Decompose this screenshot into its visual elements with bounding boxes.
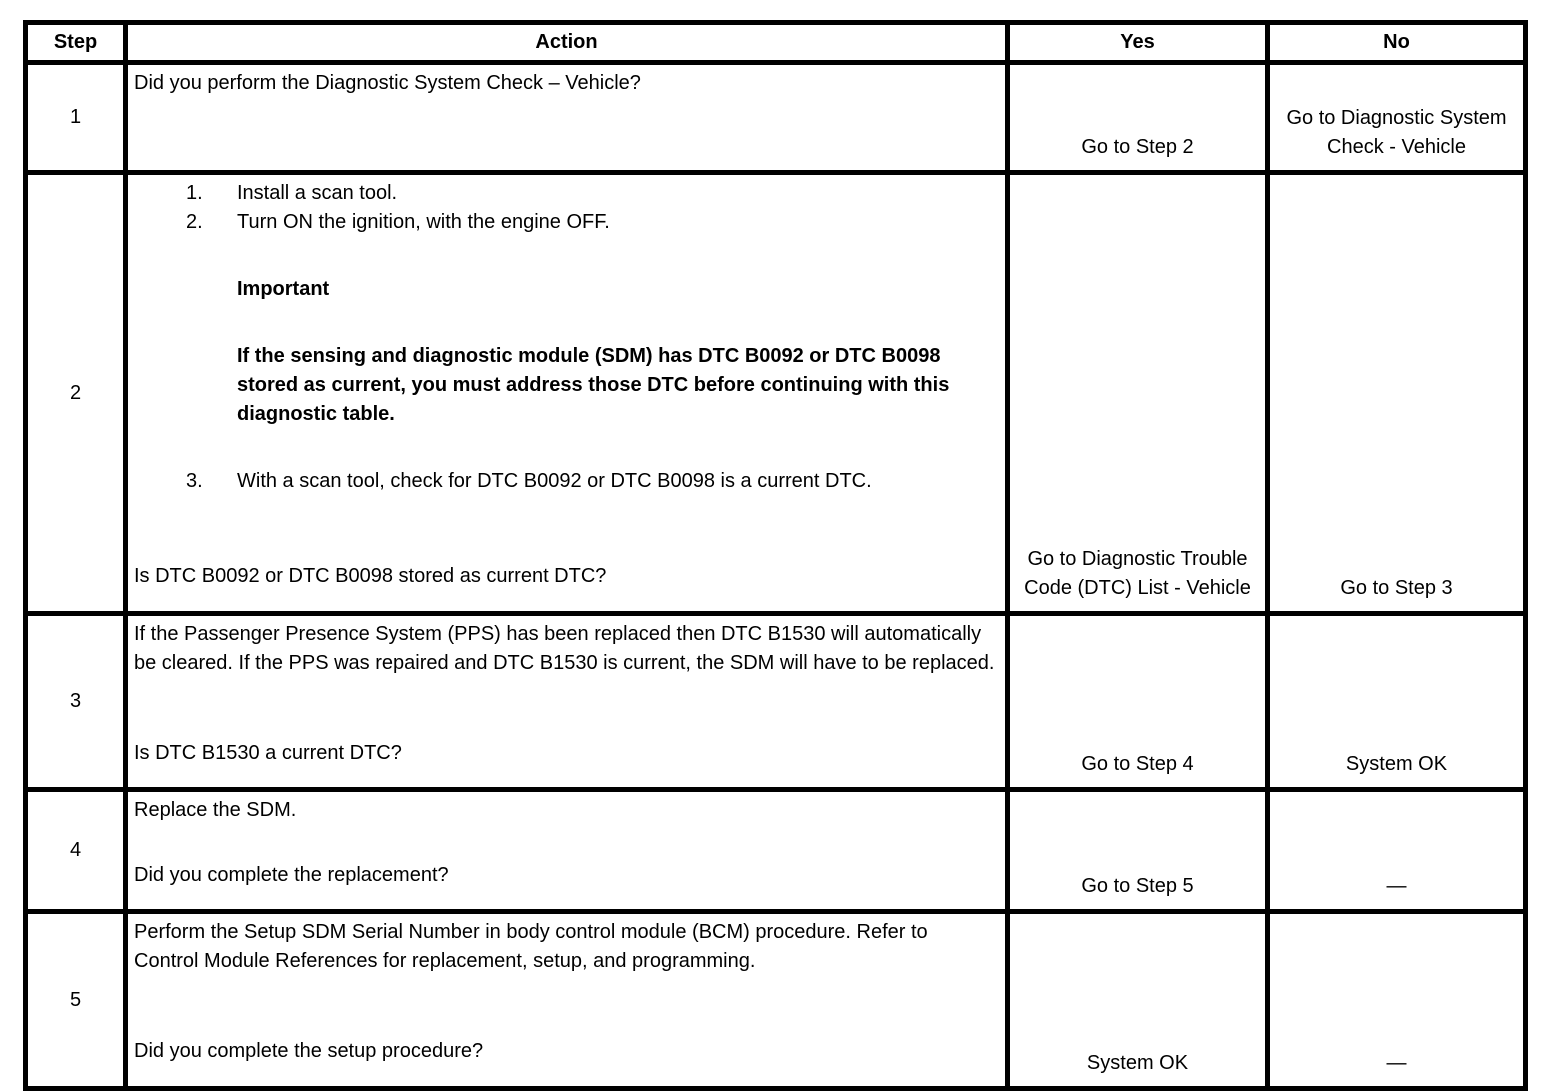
action-cell-step4 — [126, 790, 1008, 912]
action-text-step5: Perform the Setup SDM Serial Number in body control module (BCM) procedure. Refer to Control Module References for replacement, setup, and programming. — [134, 921, 928, 972]
yes-cell-step2: Go to Diagnostic Trouble Code (DTC) List - Vehicle — [1008, 173, 1268, 614]
header-yes: Yes — [1008, 23, 1268, 63]
step-number-1: 1 — [26, 63, 126, 173]
action-text-step3: If the Passenger Presence System (PPS) has been replaced then DTC B1530 will automatically be cleared. If the PPS was repaired and DTC B1530 is current, the SDM will have to be replaced. — [134, 623, 995, 674]
action-cell-step2 — [126, 173, 1008, 614]
action-cell-step1 — [126, 63, 1008, 173]
list-item-3 — [134, 467, 997, 496]
list-number: 1. — [186, 182, 203, 204]
list-number: 3. — [186, 470, 203, 492]
table-row-step5 — [26, 912, 1526, 1089]
action-cell-step5 — [126, 912, 1008, 1089]
list-item-2 — [134, 208, 997, 237]
step-number-4: 4 — [26, 790, 126, 912]
list-text: Install a scan tool. — [237, 182, 398, 204]
question-step5: Did you complete the setup procedure? — [134, 1040, 484, 1062]
no-cell-step4: — — [1268, 790, 1526, 912]
table-row-step2 — [26, 173, 1526, 614]
action-text-step4: Replace the SDM. — [134, 799, 297, 821]
step-number-2: 2 — [26, 173, 126, 614]
question-step2: Is DTC B0092 or DTC B0098 stored as current DTC? — [134, 565, 607, 587]
step-number-3: 3 — [26, 614, 126, 790]
important-text: If the sensing and diagnostic module (SDM) has DTC B0092 or DTC B0098 stored as current, you must address those DTC before continuing with this diagnostic table. — [237, 345, 950, 425]
important-heading: Important — [237, 278, 330, 300]
list-text: With a scan tool, check for DTC B0092 or DTC B0098 is a current DTC. — [237, 470, 872, 492]
no-cell-step1: Go to Diagnostic System Check - Vehicle — [1268, 63, 1526, 173]
no-cell-step5: — — [1268, 912, 1526, 1089]
diagnostic-table — [23, 20, 1528, 1091]
header-action: Action — [126, 23, 1008, 63]
question-step3: Is DTC B1530 a current DTC? — [134, 742, 402, 764]
yes-cell-step4: Go to Step 5 — [1008, 790, 1268, 912]
header-no: No — [1268, 23, 1526, 63]
action-body-step2 — [134, 179, 997, 496]
action-text-step1: Did you perform the Diagnostic System Check – Vehicle? — [134, 72, 641, 94]
no-cell-step3: System OK — [1268, 614, 1526, 790]
yes-cell-step1: Go to Step 2 — [1008, 63, 1268, 173]
list-item-1 — [134, 179, 997, 208]
header-step: Step — [26, 23, 126, 63]
yes-cell-step5: System OK — [1008, 912, 1268, 1089]
table-row-step4 — [26, 790, 1526, 912]
question-step4: Did you complete the replacement? — [134, 864, 449, 886]
table-row-step1 — [26, 63, 1526, 173]
header-row — [26, 23, 1526, 63]
yes-cell-step3: Go to Step 4 — [1008, 614, 1268, 790]
step-number-5: 5 — [26, 912, 126, 1089]
list-number: 2. — [186, 211, 203, 233]
table-row-step3 — [26, 614, 1526, 790]
list-text: Turn ON the ignition, with the engine OFF. — [237, 211, 610, 233]
no-cell-step2: Go to Step 3 — [1268, 173, 1526, 614]
action-cell-step3 — [126, 614, 1008, 790]
